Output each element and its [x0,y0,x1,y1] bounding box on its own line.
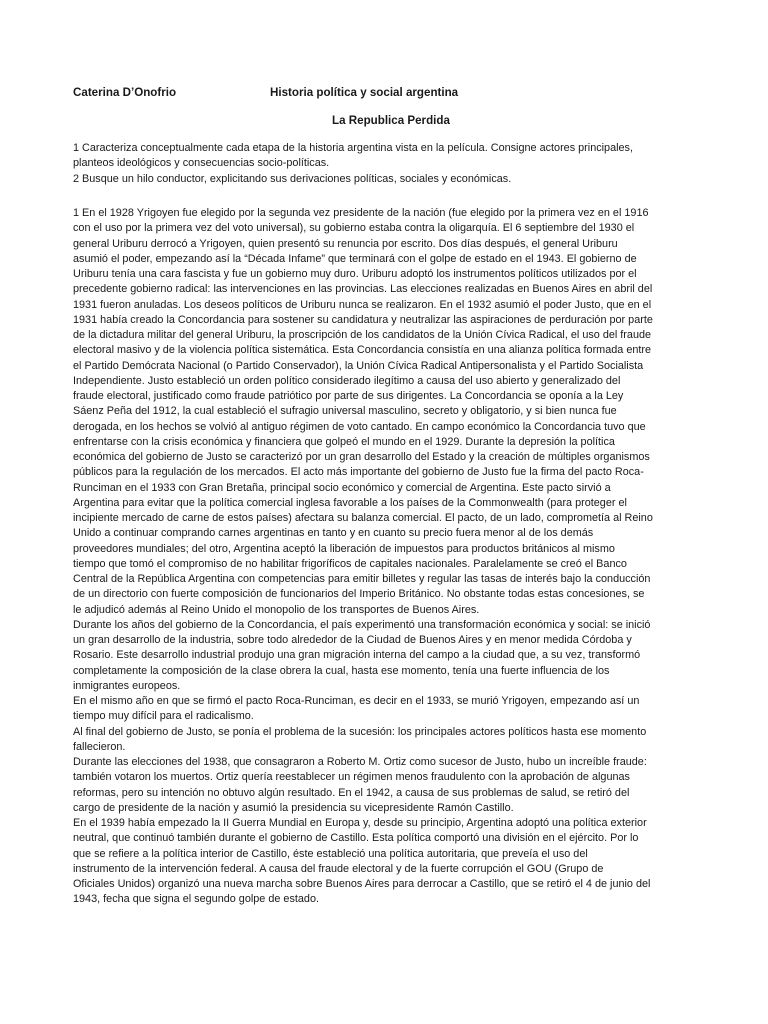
text-line: inmigrantes europeos. [73,679,181,692]
text-line: 1 Caracteriza conceptualmente cada etapa de la historia argentina vista en la película. Consigne actores principales, [73,142,633,154]
document-title: La Republica Perdida [332,114,450,127]
text-line: incipiente mercado de carne de estos países) afectara su balanza comercial. El pacto, de un lado, comprometía al Reino [73,512,653,524]
text-line: cargo de presidente de la nación y asumió la presidencia su vicepresidente Ramón Castillo. [73,801,514,814]
text-line: el Partido Demócrata Nacional (o Partido Conservador), la Unión Cívica Radical Antipersonalista y el Partido Socialista [73,359,644,372]
text-line: 1931 había creado la Concordancia para sostener su candidatura y neutralizar las aspiraciones de perduración por parte [73,313,653,326]
text-line: reformas, pero su intención no obtuvo algún resultado. En el 1942, a causa de sus problemas de salud, se retiró del [73,786,630,799]
text-line: le adjudicó además al Reino Unido el monopolio de los transportes de Buenos Aires. [73,603,480,616]
assignment-questions [73,141,698,187]
text-line: neutral, que continuó también durante el gobierno de Castillo. Esta política comportó una división en el ejército. Por lo [73,832,639,845]
essay-body [73,206,698,908]
course-title: Historia política y social argentina [270,86,459,99]
text-line: planteos ideológicos y consecuencias socio-políticas. [73,157,330,170]
text-line: un gran desarrollo de la industria, sobre todo alrededor de la Ciudad de Buenos Aires y en menor medida Córdoba y [73,634,632,646]
text-line: general Uriburu derrocó a Yrigoyen, quien presentó su renuncia por escrito. Dos días después, el general Uriburu [73,237,618,250]
text-line: electoral masivo y de la violencia política sistemática. Esta Concordancia consistía en una alianza política formada entre [73,344,652,357]
text-line: 1 En el 1928 Yrigoyen fue elegido por la segunda vez presidente de la nación (fue elegido por la primera vez en el 1916 [73,207,649,219]
text-line: precedente gobierno radical: las intervenciones en las provincias. Las elecciones realizadas en Buenos Aires en abril del [73,283,653,296]
text-line: Oficiales Unidos) organizó una nueva marcha sobre Buenos Aires para derrocar a Castillo, que se retiró el 4 de junio del [73,878,651,890]
text-line: de un directorio con fuerte composición de funcionarios del Imperio Británico. No obstante todas estas concesiones, se [73,588,645,601]
text-line: tiempo que tomó el compromiso de no habilitar frigoríficos de capitales nacionales. Paralelamente se creó el Banco [73,557,627,570]
text-line: que se refiere a la política interior de Castillo, éste estableció una política autoritaria, que preveía el uso del [73,847,588,860]
text-line: tiempo muy difícil para el radicalismo. [73,710,254,723]
text-line: Durante las elecciones del 1938, que consagraron a Roberto M. Ortiz como sucesor de Justo, hubo un increíble fraude: [73,756,647,768]
text-line: fallecieron. [73,740,126,753]
text-line: completamente la composición de la clase obrera la cual, hasta ese momento, tenía una fuerte influencia de los [73,664,610,677]
text-line: Unido a continuar comprando carnes argentinas en tanto y en cuanto su precio fuera menor al de los demás [73,527,594,540]
author-name: Caterina D’Onofrio [73,86,177,99]
text-line: Independiente. Justo estableció un orden político considerado ilegítimo a causa del uso abierto y generalizado del [73,374,621,387]
text-line: de la dictadura militar del general Uriburu, la proscripción de los candidatos de la Unión Cívica Radical, el uso del fraude [73,329,652,341]
text-line: económica del gobierno de Justo se caracterizó por un gran desarrollo del Estado y la creación de múltiples organismos [73,451,650,463]
text-line: 1931 fueron anuladas. Los deseos políticos de Uriburu nunca se realizaron. En el 1932 asumió el poder Justo, que en el [73,298,652,311]
text-line: Sáenz Peña del 1912, la cual estableció el sufragio universal masculino, secreto y obligatorio, y si bien nunca fue [73,405,617,418]
text-line: Uriburu tenía una cara fascista y fue un gobierno muy duro. Uriburu adoptó los instrumentos políticos utilizados por el [73,268,637,280]
text-line: Argentina para evitar que la política comercial inglesa favorable a los países de la Commonwealth (para proteger el [73,496,627,509]
text-line: instrumento de la intervención federal. A causa del fraude electoral y de la fuerte corrupción el GOU (Grupo de [73,862,604,875]
text-line: públicos para la regulación de los mercados. El acto más importante del gobierno de Justo fue la firma del pacto Roca- [73,466,644,479]
text-line: fraude electoral, justificado como fraude patriótico por parte de sus dirigentes. La Concordancia se oponía a la Ley [73,390,624,402]
text-line: Runciman en el 1933 con Gran Bretaña, principal socio económico y comercial de Argentina. Este pacto sirvió a [73,481,611,494]
text-line: 2 Busque un hilo conductor, explicitando sus derivaciones políticas, sociales y económicas. [73,172,512,185]
text-line: Central de la República Argentina con competencias para emitir billetes y regular las tasas de interés bajo la conducción [73,573,651,585]
text-line: asumió el poder, empezando así la “Década Infame” que terminará con el golpe de estado en el 1943. El gobierno de [73,252,637,265]
text-line: 1943, fecha que signa el segundo golpe de estado. [73,893,319,906]
text-line: proveedores mundiales; del otro, Argentina aceptó la liberación de impuestos para productos británicos al mismo [73,542,615,555]
text-line: Rosario. Este desarrollo industrial produjo una gran migración interna del campo a la ciudad que, a su vez, transformó [73,649,641,662]
text-line: enfrentarse con la crisis económica y financiera que golpeó el mundo en el 1929. Durante la depresión la política [73,435,615,448]
text-line: Durante los años del gobierno de la Concordancia, el país experimentó una transformación económica y social: se inició [73,618,651,631]
text-line: En el mismo año en que se firmó el pacto Roca-Runciman, es decir en el 1933, se murió Yrigoyen, empezando así un [73,695,640,707]
text-line: con el uso por la primera vez del voto universal), su gobierno estaba contra la oligarquía. El 6 septiembre del 1930 el [73,222,635,235]
text-line: En el 1939 había empezado la II Guerra Mundial en Europa y, desde su principio, Argentina adoptó una política exterior [73,817,647,829]
text-line: derogada, en los hechos se volvió al antiguo régimen de voto cantado. En campo económico la Concordancia tuvo que [73,420,646,433]
text-line: también votaron los muertos. Ortiz quería reestablecer un régimen menos fraudulento con la aprobación de algunas [73,771,630,784]
text-line: Al final del gobierno de Justo, se ponía el problema de la sucesión: los principales actores políticos hasta ese momento [73,725,647,738]
